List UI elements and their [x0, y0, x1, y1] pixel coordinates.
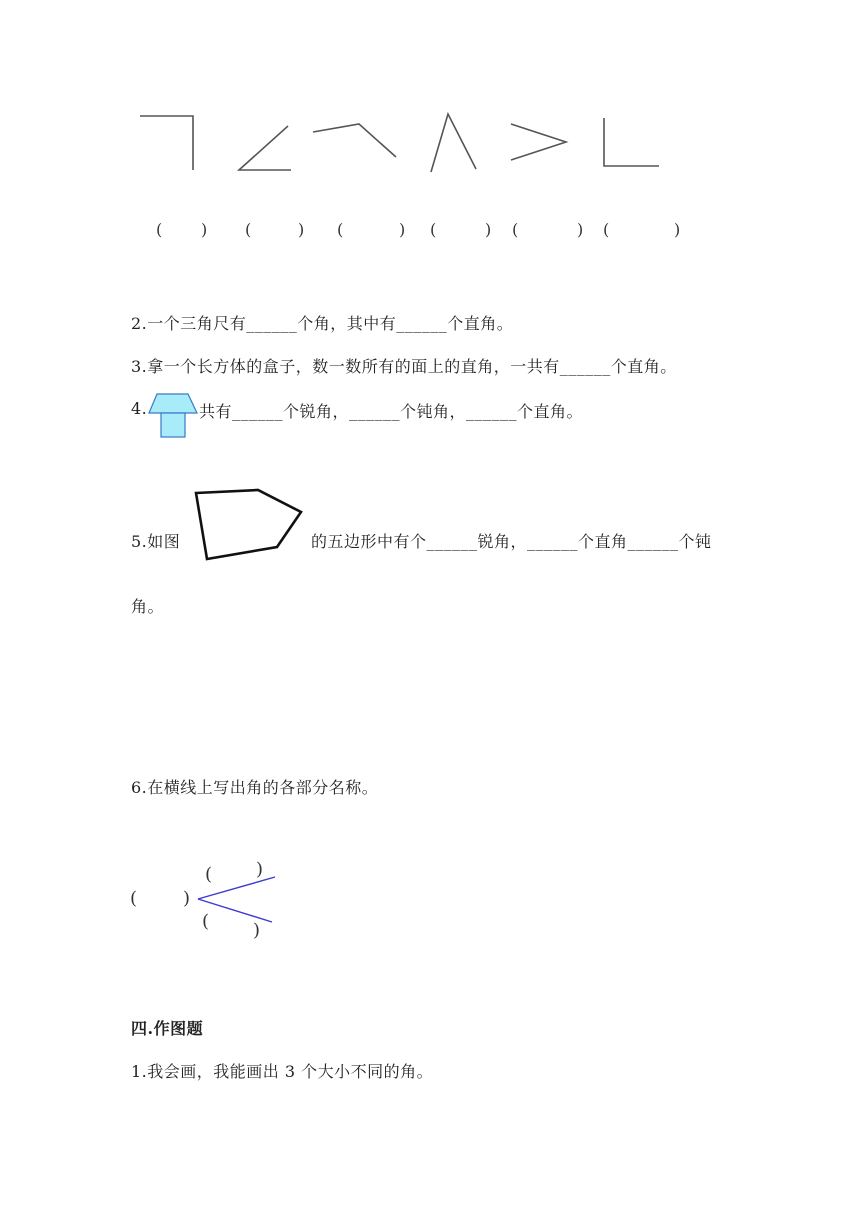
answer-paren-open-4: ( [430, 220, 437, 239]
answer-paren-open-2: ( [245, 220, 252, 239]
answer-paren-close-6: ) [674, 220, 681, 239]
answer-paren-open-6: ( [603, 220, 610, 239]
house-shape-figure [148, 393, 200, 439]
answer-paren-open-1: ( [156, 220, 163, 239]
section-4-heading: 四.作图题 [131, 1019, 204, 1038]
angle-ray-bottom [198, 899, 272, 922]
angle-figure-6 [604, 118, 659, 166]
question-4-number: 4. [131, 399, 148, 418]
pentagon-figure [190, 485, 305, 565]
question-3: 3.拿一个长方体的盒子，数一数所有的面上的直角，一共有______个直角。 [131, 357, 677, 376]
angle-figure-4 [431, 114, 476, 172]
angle-figures-row [0, 0, 860, 200]
question-5: 的五边形中有个______锐角，______个直角______个钝 [311, 532, 712, 551]
vertex-paren-open: ( [130, 888, 138, 909]
answer-paren-close-2: ) [298, 220, 305, 239]
question-2: 2.一个三角尺有______个角，其中有______个直角。 [131, 314, 514, 333]
answer-paren-open-3: ( [337, 220, 344, 239]
section-4-question-1: 1.我会画，我能画出 3 个大小不同的角。 [131, 1062, 434, 1081]
answer-paren-close-1: ) [201, 220, 208, 239]
answer-paren-close-5: ) [577, 220, 584, 239]
angle-figure-1 [140, 116, 193, 170]
answer-paren-close-3: ) [399, 220, 406, 239]
answer-paren-close-4: ) [485, 220, 492, 239]
question-6: 6.在横线上写出角的各部分名称。 [131, 778, 379, 797]
question-5-prefix: 5.如图 [131, 532, 181, 551]
question-5-continued: 角。 [131, 597, 165, 616]
bottom-side-paren-open: ( [202, 911, 210, 932]
angle-figure-2 [239, 126, 291, 170]
bottom-side-paren-close: ) [253, 920, 261, 941]
top-side-paren-close: ) [256, 859, 264, 880]
vertex-paren-close: ) [183, 888, 191, 909]
angle-figure-5 [511, 124, 566, 160]
top-side-paren-open: ( [205, 864, 213, 885]
answer-paren-open-5: ( [512, 220, 519, 239]
angle-figure-3 [313, 124, 396, 157]
question-4: 共有______个锐角，______个钝角，______个直角。 [199, 402, 584, 421]
